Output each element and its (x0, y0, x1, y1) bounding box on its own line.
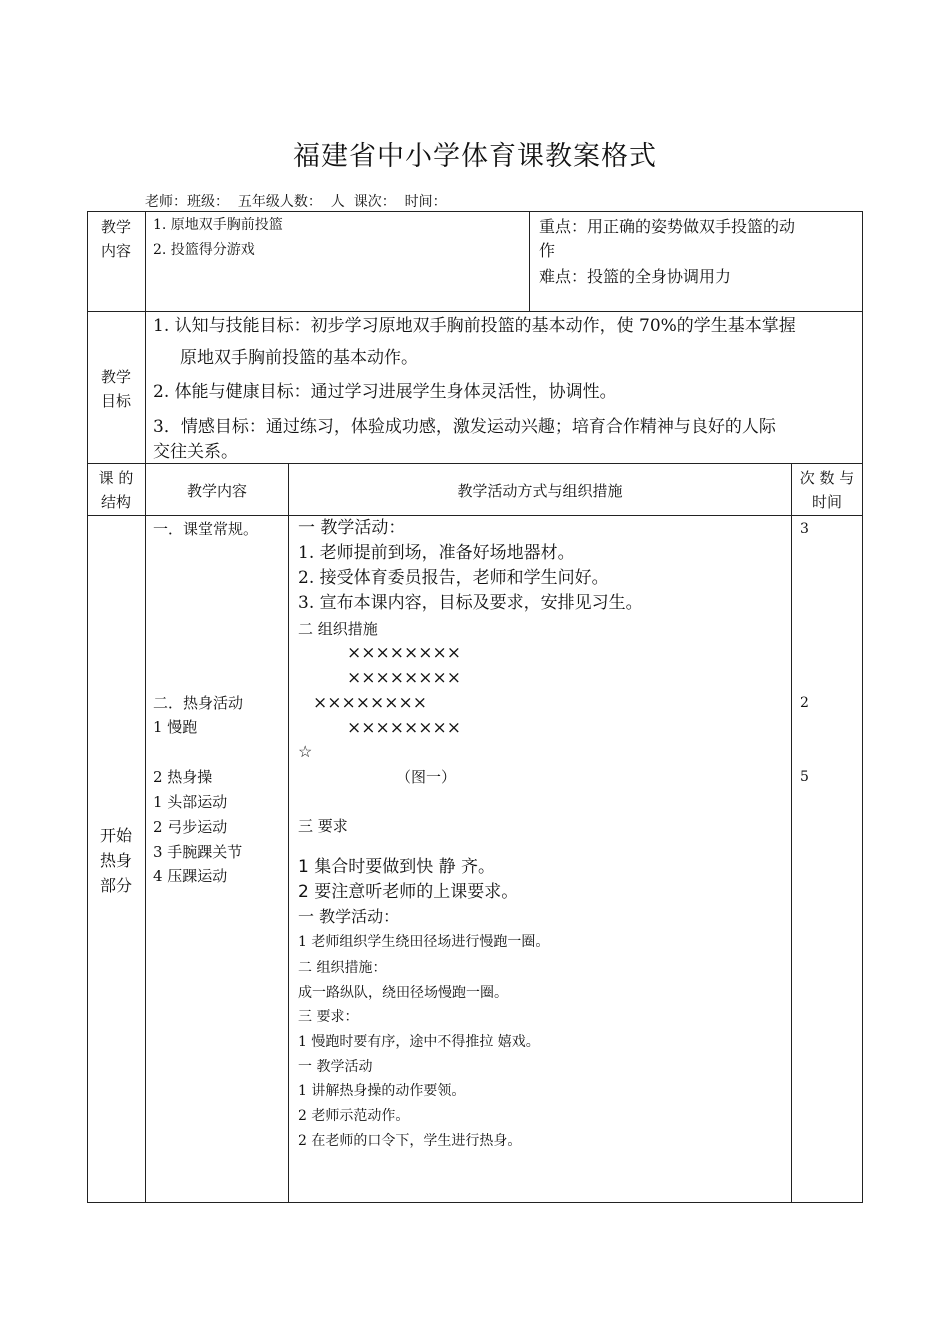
row-divider (87, 311, 863, 312)
activity-heading: 一 教学活动 (298, 1059, 373, 1075)
column-divider (145, 211, 146, 1203)
content-sub-item: 4 压踝运动 (153, 867, 228, 885)
key-point: 重点：用正确的姿势做双手投篮的动 作 (539, 217, 796, 260)
activity-item: 3. 宣布本课内容，目标及要求，安排见习生。 (298, 593, 643, 613)
goal-2: 2. 体能与健康目标：通过学习进展学生身体灵活性，协调性。 (153, 382, 617, 402)
header-content: 教学内容 (186, 482, 247, 500)
activity-item: 1 讲解热身操的动作要领。 (298, 1083, 466, 1099)
organization-label: 二 组织措施 (298, 620, 378, 638)
row-divider (87, 515, 863, 516)
content-item: 2. 投篮得分游戏 (153, 242, 255, 258)
activity-item: 1. 老师提前到场，准备好场地器材。 (298, 543, 575, 563)
formation-row: ×××××××× (313, 693, 427, 713)
content-sub-item: 1 头部运动 (153, 793, 228, 811)
header-structure: 课 的 结构 (98, 469, 134, 511)
requirement-label: 三 要求 (298, 817, 348, 835)
formation-row: ×××××××× (347, 643, 461, 663)
content-warmup: 二．热身活动 (153, 694, 244, 712)
goals-row-label: 教学 目标 (100, 368, 131, 410)
time-value: 5 (800, 769, 809, 785)
page-title: 福建省中小学体育课教案格式 (293, 141, 657, 172)
goal-1: 1. 认知与技能目标：初步学习原地双手胸前投篮的基本动作，使 70%的学生基本掌握 (153, 316, 796, 336)
formation-row: ×××××××× (347, 668, 461, 688)
meta-line: 老师：班级： 五年级人数： 人 课次： 时间： (145, 194, 447, 210)
activity-item: 2. 接受体育委员报告，老师和学生问好。 (298, 568, 609, 588)
content-item: 1. 原地双手胸前投篮 (153, 217, 283, 233)
activity-heading: 一 教学活动： (298, 907, 400, 926)
content-row-label: 教学 内容 (100, 218, 131, 260)
difficulty: 难点：投篮的全身协调用力 (539, 267, 732, 286)
teacher-star-icon: ☆ (298, 742, 313, 761)
section-label: 开始 热身 部分 (99, 826, 132, 895)
activity-item: 2 在老师的口令下，学生进行热身。 (298, 1133, 522, 1149)
column-divider (529, 211, 530, 311)
column-divider (791, 463, 792, 1203)
figure-caption: （图一） (396, 768, 457, 786)
content-exercise: 2 热身操 (153, 768, 213, 786)
header-activity: 教学活动方式与组织措施 (457, 482, 623, 500)
activity-item: 成一路纵队，绕田径场慢跑一圈。 (298, 985, 508, 1001)
goal-3: 3．情感目标：通过练习，体验成功感，激发运动兴趣；培育合作精神与良好的人际 (153, 417, 776, 437)
activity-item: 2 老师示范动作。 (298, 1108, 410, 1124)
requirement-item: 1 慢跑时要有序，途中不得推拉 嬉戏。 (298, 1034, 540, 1050)
time-value: 3 (800, 521, 809, 537)
column-divider (288, 463, 289, 1203)
requirement-item: 2 要注意听老师的上课要求。 (298, 882, 519, 902)
content-jog: 1 慢跑 (153, 718, 198, 736)
goal-1-cont: 原地双手胸前投篮的基本动作。 (180, 348, 418, 368)
goal-3-cont: 交往关系。 (153, 442, 238, 462)
time-value: 2 (800, 695, 809, 711)
activity-heading: 一 教学活动： (298, 518, 406, 538)
formation-row: ×××××××× (347, 718, 461, 738)
requirement-label: 三 要求： (298, 1009, 359, 1025)
organization-label: 二 组织措施： (298, 960, 387, 976)
content-sub-item: 3 手腕踝关节 (153, 843, 243, 861)
requirement-item: 1 集合时要做到快 静 齐。 (298, 857, 496, 877)
activity-item: 1 老师组织学生绕田径场进行慢跑一圈。 (298, 934, 550, 950)
content-routine: 一．课堂常规。 (153, 520, 259, 538)
content-sub-item: 2 弓步运动 (153, 818, 228, 836)
header-time: 次 数 与 时间 (799, 469, 855, 511)
